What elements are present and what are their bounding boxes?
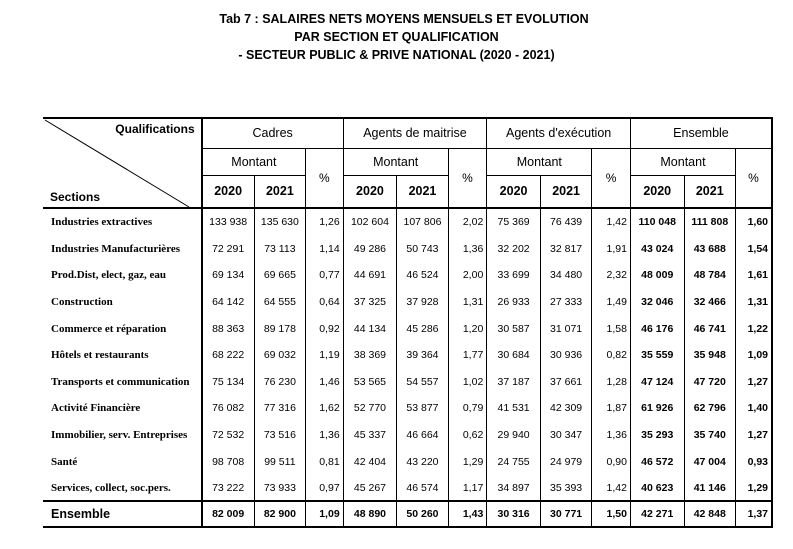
percent-cell: 1,20: [448, 315, 487, 342]
percent-cell: 1,19: [306, 342, 344, 368]
montant-header: Montant: [487, 148, 592, 175]
value-2020-cell: 102 604: [343, 208, 397, 235]
percent-cell: 0,90: [592, 448, 631, 475]
value-2020-cell: 42 404: [343, 448, 397, 475]
group-header: Agents de maitrise: [343, 118, 487, 148]
year-2021-header: 2021: [254, 175, 305, 208]
value-2021-cell: 111 808: [684, 208, 735, 235]
percent-cell: 1,26: [306, 208, 344, 235]
value-2020-cell: 75 134: [202, 368, 255, 395]
table-row: [43, 395, 772, 421]
value-2020-cell: 110 048: [630, 208, 684, 235]
section-name: Ensemble: [43, 501, 202, 527]
value-2021-cell: 47 720: [684, 368, 735, 395]
percent-cell: 0,93: [735, 448, 772, 475]
year-2020-header: 2020: [343, 175, 397, 208]
value-2021-cell: 30 936: [540, 342, 591, 368]
value-2021-cell: 48 784: [684, 262, 735, 288]
percent-cell: 1,42: [592, 208, 631, 235]
value-2021-cell: 64 555: [254, 288, 305, 315]
value-2021-cell: 53 877: [397, 395, 448, 421]
table-row: [43, 208, 772, 235]
value-2021-cell: 76 439: [540, 208, 591, 235]
value-2020-cell: 37 187: [487, 368, 541, 395]
percent-cell: 1,09: [735, 342, 772, 368]
year-2020-header: 2020: [630, 175, 684, 208]
value-2020-cell: 26 933: [487, 288, 541, 315]
table-row: [43, 288, 772, 315]
value-2020-cell: 82 009: [202, 501, 255, 527]
percent-cell: 2,32: [592, 262, 631, 288]
value-2020-cell: 40 623: [630, 475, 684, 501]
value-2020-cell: 29 940: [487, 421, 541, 448]
table-row: [43, 368, 772, 395]
value-2020-cell: 88 363: [202, 315, 255, 342]
year-2021-header: 2021: [397, 175, 448, 208]
value-2020-cell: 72 532: [202, 421, 255, 448]
value-2021-cell: 32 817: [540, 235, 591, 262]
year-2021-header: 2021: [540, 175, 591, 208]
total-row: [43, 501, 772, 527]
percent-cell: 0,82: [592, 342, 631, 368]
percent-cell: 1,46: [306, 368, 344, 395]
title-line-3: - SECTEUR PUBLIC & PRIVE NATIONAL (2020 - 2021): [238, 48, 555, 62]
group-header: Ensemble: [630, 118, 772, 148]
percent-cell: 1,60: [735, 208, 772, 235]
percent-cell: 1,22: [735, 315, 772, 342]
value-2021-cell: 69 032: [254, 342, 305, 368]
percent-cell: 1,91: [592, 235, 631, 262]
value-2020-cell: 46 572: [630, 448, 684, 475]
percent-cell: 1,29: [448, 448, 487, 475]
value-2020-cell: 53 565: [343, 368, 397, 395]
percent-cell: 1,36: [592, 421, 631, 448]
table-row: [43, 235, 772, 262]
percent-cell: 1,27: [735, 368, 772, 395]
value-2020-cell: 32 202: [487, 235, 541, 262]
value-2021-cell: 73 933: [254, 475, 305, 501]
value-2020-cell: 30 316: [487, 501, 541, 527]
table-row: [43, 342, 772, 368]
percent-cell: 0,64: [306, 288, 344, 315]
section-name: Construction: [43, 288, 202, 315]
value-2020-cell: 38 369: [343, 342, 397, 368]
value-2020-cell: 48 890: [343, 501, 397, 527]
percent-cell: 1,49: [592, 288, 631, 315]
section-name: Services, collect, soc.pers.: [43, 475, 202, 501]
percent-header: %: [592, 148, 631, 208]
percent-cell: 1,77: [448, 342, 487, 368]
value-2020-cell: 24 755: [487, 448, 541, 475]
percent-header: %: [735, 148, 772, 208]
title-line-1: Tab 7 : SALAIRES NETS MOYENS MENSUELS ET EVOLUTION: [219, 12, 589, 26]
value-2021-cell: 30 347: [540, 421, 591, 448]
value-2020-cell: 43 024: [630, 235, 684, 262]
value-2020-cell: 47 124: [630, 368, 684, 395]
value-2021-cell: 50 260: [397, 501, 448, 527]
value-2020-cell: 52 770: [343, 395, 397, 421]
value-2020-cell: 72 291: [202, 235, 255, 262]
qualifications-label: Qualifications: [115, 122, 195, 136]
value-2021-cell: 47 004: [684, 448, 735, 475]
percent-cell: 1,36: [448, 235, 487, 262]
value-2021-cell: 45 286: [397, 315, 448, 342]
table-title: [0, 10, 793, 64]
percent-cell: 0,97: [306, 475, 344, 501]
year-2020-header: 2020: [487, 175, 541, 208]
value-2021-cell: 77 316: [254, 395, 305, 421]
group-header: Cadres: [202, 118, 344, 148]
value-2020-cell: 30 587: [487, 315, 541, 342]
value-2021-cell: 99 511: [254, 448, 305, 475]
title-line-2: PAR SECTION ET QUALIFICATION: [294, 30, 499, 44]
value-2020-cell: 133 938: [202, 208, 255, 235]
percent-cell: 1,17: [448, 475, 487, 501]
value-2021-cell: 24 979: [540, 448, 591, 475]
value-2021-cell: 46 741: [684, 315, 735, 342]
section-name: Prod.Dist, elect, gaz, eau: [43, 262, 202, 288]
value-2021-cell: 73 113: [254, 235, 305, 262]
value-2021-cell: 107 806: [397, 208, 448, 235]
value-2020-cell: 76 082: [202, 395, 255, 421]
percent-header: %: [448, 148, 487, 208]
percent-cell: 1,02: [448, 368, 487, 395]
value-2021-cell: 32 466: [684, 288, 735, 315]
percent-cell: 1,37: [735, 501, 772, 527]
value-2020-cell: 33 699: [487, 262, 541, 288]
header-corner-cell: [43, 118, 202, 208]
table-body: [43, 208, 772, 527]
percent-cell: 1,36: [306, 421, 344, 448]
percent-cell: 1,28: [592, 368, 631, 395]
value-2020-cell: 42 271: [630, 501, 684, 527]
percent-cell: 1,42: [592, 475, 631, 501]
table-row: [43, 448, 772, 475]
value-2021-cell: 43 688: [684, 235, 735, 262]
value-2021-cell: 46 574: [397, 475, 448, 501]
percent-cell: 1,58: [592, 315, 631, 342]
percent-cell: 1,29: [735, 475, 772, 501]
value-2021-cell: 135 630: [254, 208, 305, 235]
value-2020-cell: 35 559: [630, 342, 684, 368]
value-2021-cell: 31 071: [540, 315, 591, 342]
value-2021-cell: 35 393: [540, 475, 591, 501]
section-name: Commerce et réparation: [43, 315, 202, 342]
percent-cell: 1,54: [735, 235, 772, 262]
value-2021-cell: 50 743: [397, 235, 448, 262]
sections-label: Sections: [50, 190, 101, 204]
value-2020-cell: 64 142: [202, 288, 255, 315]
value-2020-cell: 73 222: [202, 475, 255, 501]
section-name: Hôtels et restaurants: [43, 342, 202, 368]
value-2021-cell: 69 665: [254, 262, 305, 288]
percent-cell: 1,87: [592, 395, 631, 421]
value-2021-cell: 54 557: [397, 368, 448, 395]
table-row: [43, 475, 772, 501]
year-2020-header: 2020: [202, 175, 255, 208]
value-2021-cell: 27 333: [540, 288, 591, 315]
value-2021-cell: 46 524: [397, 262, 448, 288]
percent-cell: 1,40: [735, 395, 772, 421]
montant-header: Montant: [630, 148, 735, 175]
value-2020-cell: 68 222: [202, 342, 255, 368]
table-row: [43, 315, 772, 342]
percent-cell: 0,62: [448, 421, 487, 448]
value-2021-cell: 42 848: [684, 501, 735, 527]
section-name: Industries extractives: [43, 208, 202, 235]
percent-cell: 0,79: [448, 395, 487, 421]
montant-header: Montant: [202, 148, 306, 175]
percent-cell: 0,77: [306, 262, 344, 288]
value-2021-cell: 82 900: [254, 501, 305, 527]
section-name: Immobilier, serv. Entreprises: [43, 421, 202, 448]
value-2020-cell: 44 691: [343, 262, 397, 288]
table-header: [43, 118, 772, 208]
value-2021-cell: 42 309: [540, 395, 591, 421]
salary-table: [43, 117, 773, 528]
value-2021-cell: 41 146: [684, 475, 735, 501]
value-2021-cell: 34 480: [540, 262, 591, 288]
value-2021-cell: 62 796: [684, 395, 735, 421]
section-name: Transports et communication: [43, 368, 202, 395]
value-2020-cell: 49 286: [343, 235, 397, 262]
value-2021-cell: 35 948: [684, 342, 735, 368]
percent-cell: 2,00: [448, 262, 487, 288]
value-2020-cell: 98 708: [202, 448, 255, 475]
value-2020-cell: 35 293: [630, 421, 684, 448]
value-2020-cell: 45 267: [343, 475, 397, 501]
percent-cell: 1,31: [735, 288, 772, 315]
table-row: [43, 421, 772, 448]
value-2020-cell: 45 337: [343, 421, 397, 448]
value-2021-cell: 37 928: [397, 288, 448, 315]
section-name: Santé: [43, 448, 202, 475]
year-2021-header: 2021: [684, 175, 735, 208]
value-2021-cell: 37 661: [540, 368, 591, 395]
value-2021-cell: 35 740: [684, 421, 735, 448]
value-2020-cell: 46 176: [630, 315, 684, 342]
value-2020-cell: 41 531: [487, 395, 541, 421]
value-2021-cell: 30 771: [540, 501, 591, 527]
percent-cell: 1,50: [592, 501, 631, 527]
value-2021-cell: 89 178: [254, 315, 305, 342]
value-2020-cell: 30 684: [487, 342, 541, 368]
percent-cell: 1,14: [306, 235, 344, 262]
group-header: Agents d'exécution: [487, 118, 631, 148]
percent-cell: 2,02: [448, 208, 487, 235]
value-2020-cell: 32 046: [630, 288, 684, 315]
value-2020-cell: 34 897: [487, 475, 541, 501]
section-name: Industries Manufacturières: [43, 235, 202, 262]
value-2020-cell: 75 369: [487, 208, 541, 235]
percent-cell: 0,92: [306, 315, 344, 342]
value-2020-cell: 48 009: [630, 262, 684, 288]
montant-header: Montant: [343, 148, 448, 175]
value-2021-cell: 73 516: [254, 421, 305, 448]
percent-cell: 1,62: [306, 395, 344, 421]
percent-cell: 1,09: [306, 501, 344, 527]
percent-cell: 0,81: [306, 448, 344, 475]
value-2021-cell: 39 364: [397, 342, 448, 368]
value-2021-cell: 76 230: [254, 368, 305, 395]
percent-cell: 1,31: [448, 288, 487, 315]
section-name: Activité Financière: [43, 395, 202, 421]
value-2020-cell: 37 325: [343, 288, 397, 315]
percent-cell: 1,43: [448, 501, 487, 527]
percent-header: %: [306, 148, 344, 208]
percent-cell: 1,61: [735, 262, 772, 288]
value-2020-cell: 69 134: [202, 262, 255, 288]
value-2021-cell: 43 220: [397, 448, 448, 475]
value-2020-cell: 61 926: [630, 395, 684, 421]
table-row: [43, 262, 772, 288]
value-2021-cell: 46 664: [397, 421, 448, 448]
value-2020-cell: 44 134: [343, 315, 397, 342]
percent-cell: 1,27: [735, 421, 772, 448]
